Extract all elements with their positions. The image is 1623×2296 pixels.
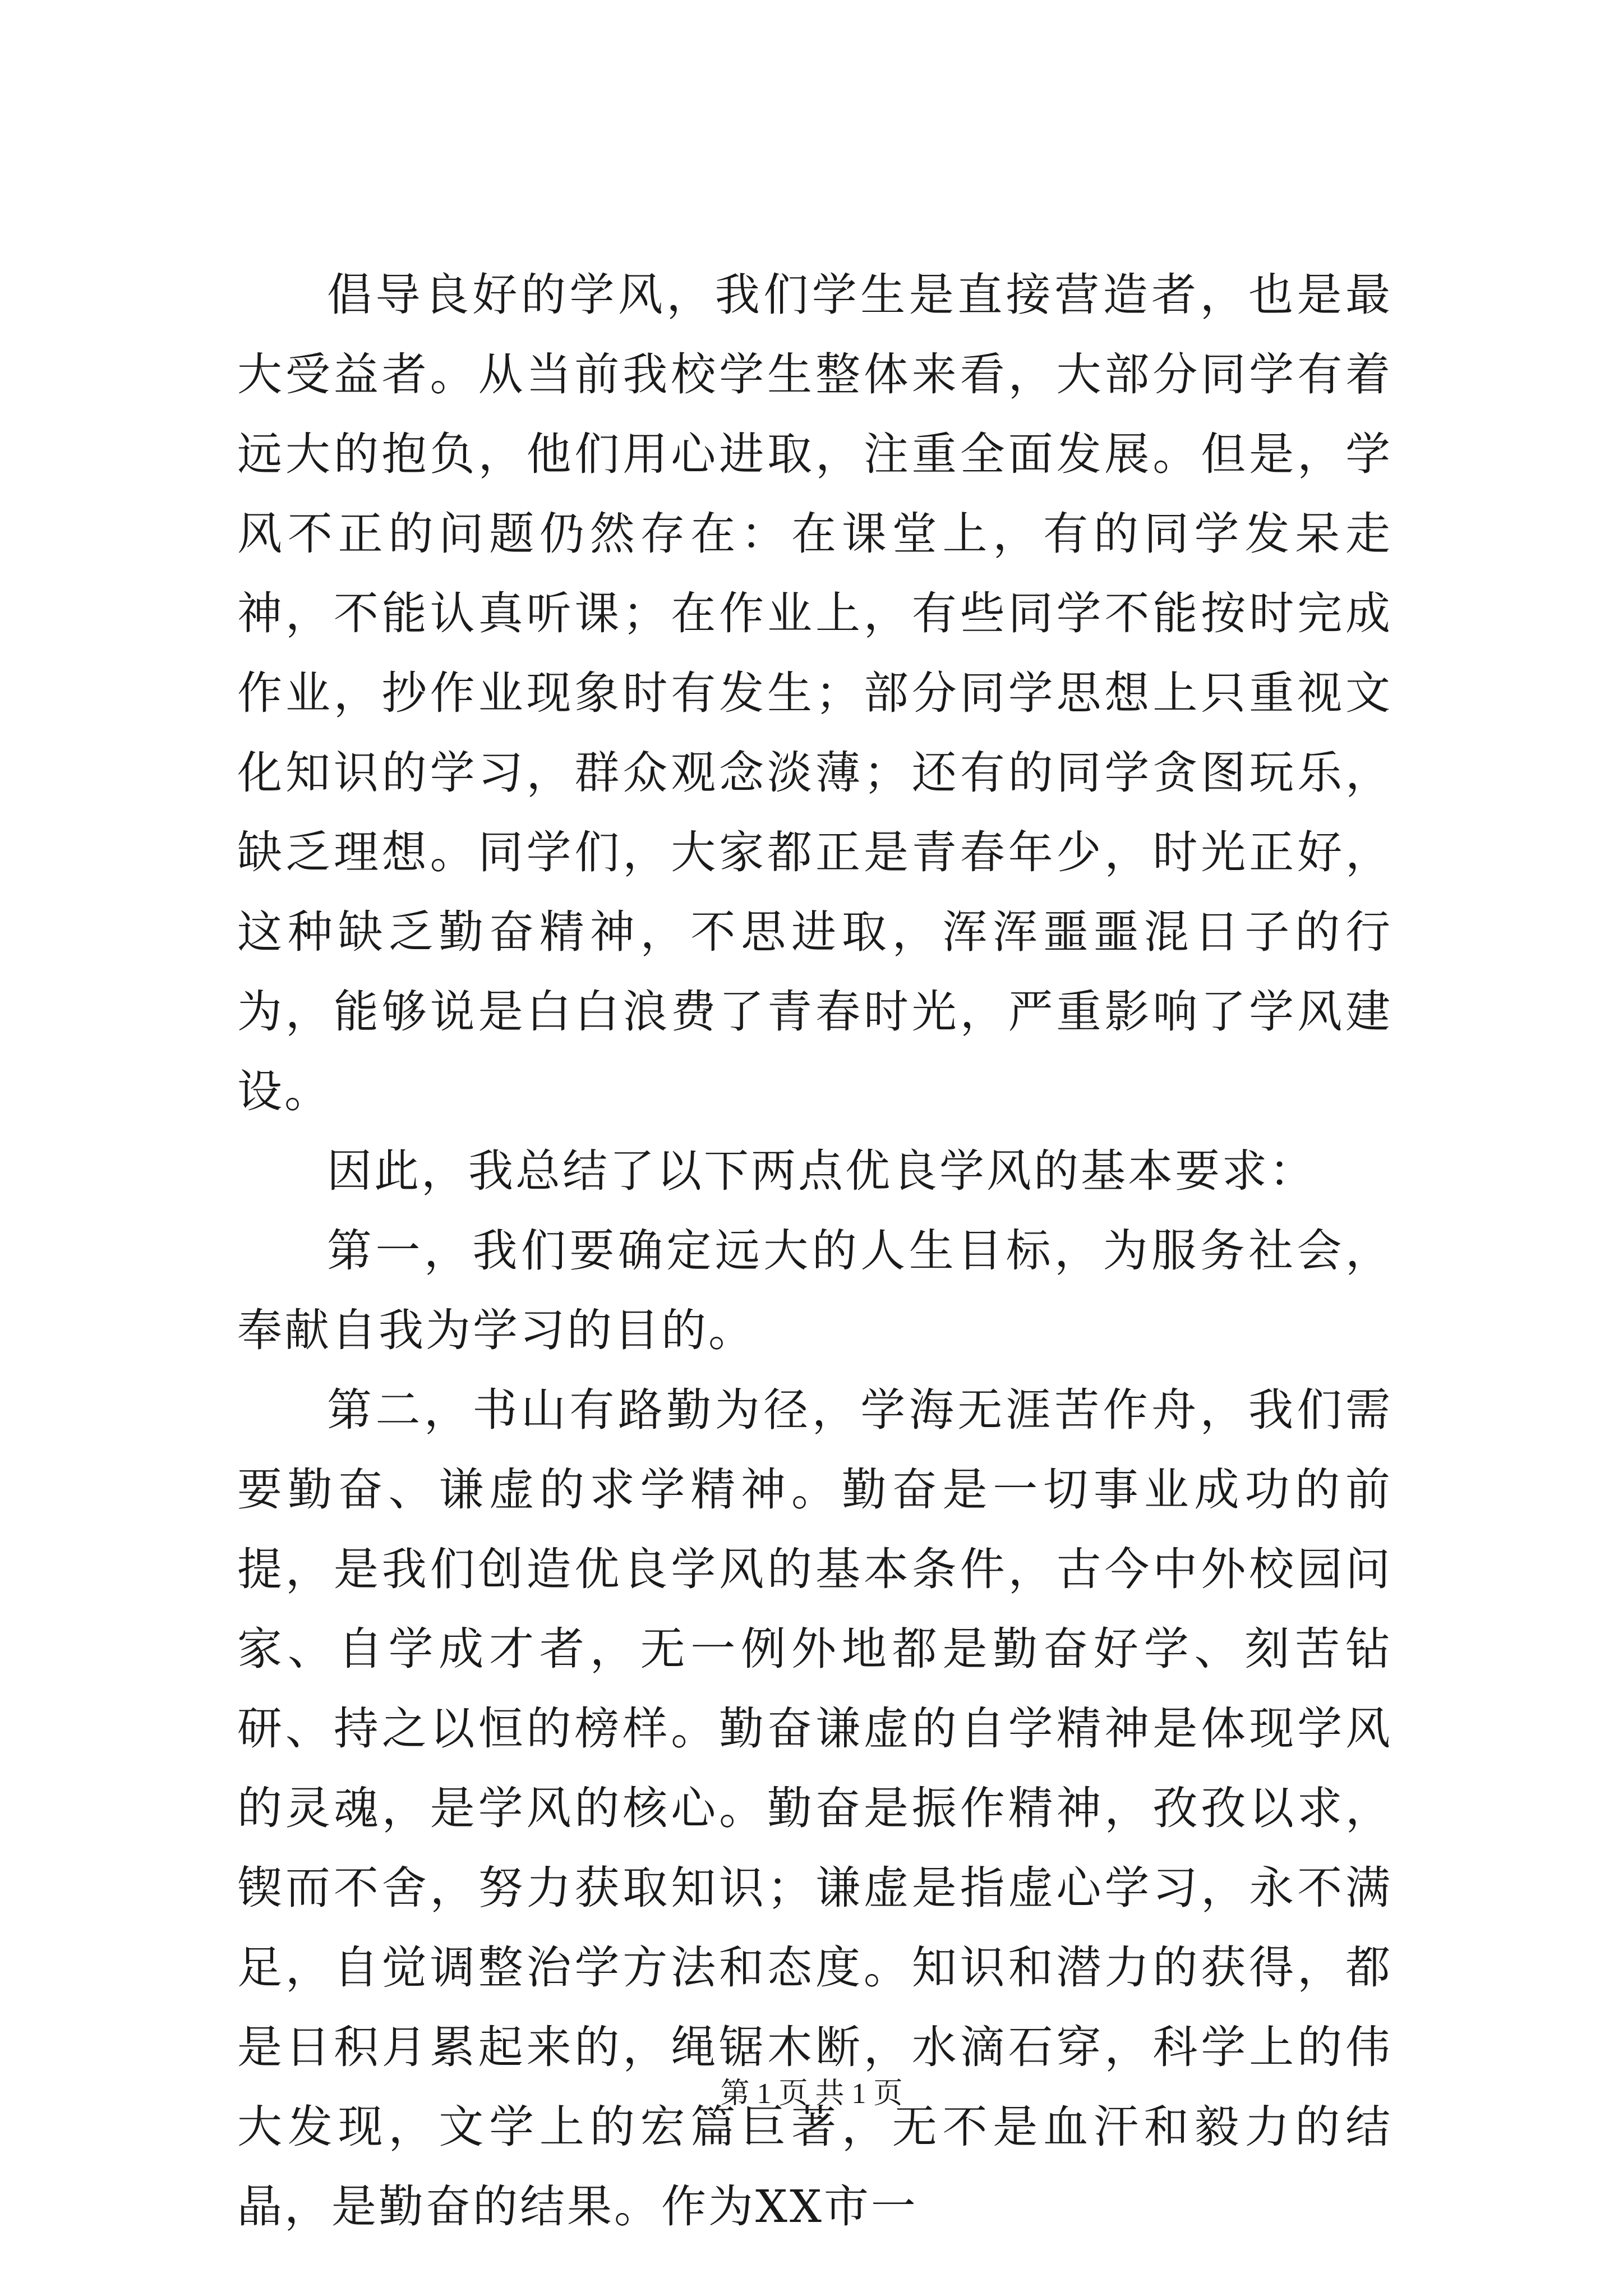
paragraph-1: 倡导良好的学风，我们学生是直接营造者，也是最大受益者。从当前我校学生整体来看，大部分同学有着远大的抱负，他们用心进取，注重全面发展。但是，学风不正的问题仍然存在：在课堂上，有的同学发呆走神，不能认真听课；在作业上，有些同学不能按时完成作业，抄作业现象时有发生；部分同学思想上只重视文化知识的学习，群众观念淡薄；还有的同学贪图玩乐，缺乏理想。同学们，大家都正是青春年少，时光正好，这种缺乏勤奋精神，不思进取，浑浑噩噩混日子的行为，能够说是白白浪费了青春时光，严重影响了学风建设。 <box>237 269 1393 1117</box>
body-text <box>237 255 1393 2247</box>
paragraph-4: 第二，书山有路勤为径，学海无涯苦作舟，我们需要勤奋、谦虚的求学精神。勤奋是一切事业成功的前提，是我们创造优良学风的基本条件，古今中外校园问家、自学成才者，无一例外地都是勤奋好学、刻苦钻研、持之以恒的榜样。勤奋谦虚的自学精神是体现学风的灵魂，是学风的核心。勤奋是振作精神，孜孜以求，锲而不舍，努力获取知识；谦虚是指虚心学习，永不满足，自觉调整治学方法和态度。知识和潜力的获得，都是日积月累起来的，绳锯木断，水滴石穿，科学上的伟大发现，文学上的宏篇巨著，无不是血汗和毅力的结晶，是勤奋的结果。作为XX市一 <box>237 1384 1393 2233</box>
page-footer: 第 1 页 共 1 页 <box>720 2078 903 2110</box>
paragraph-2: 因此，我总结了以下两点优良学风的基本要求： <box>327 1145 1316 1197</box>
paragraph-3: 第一，我们要确定远大的人生目标，为服务社会，奉献自我为学习的目的。 <box>237 1225 1393 1356</box>
